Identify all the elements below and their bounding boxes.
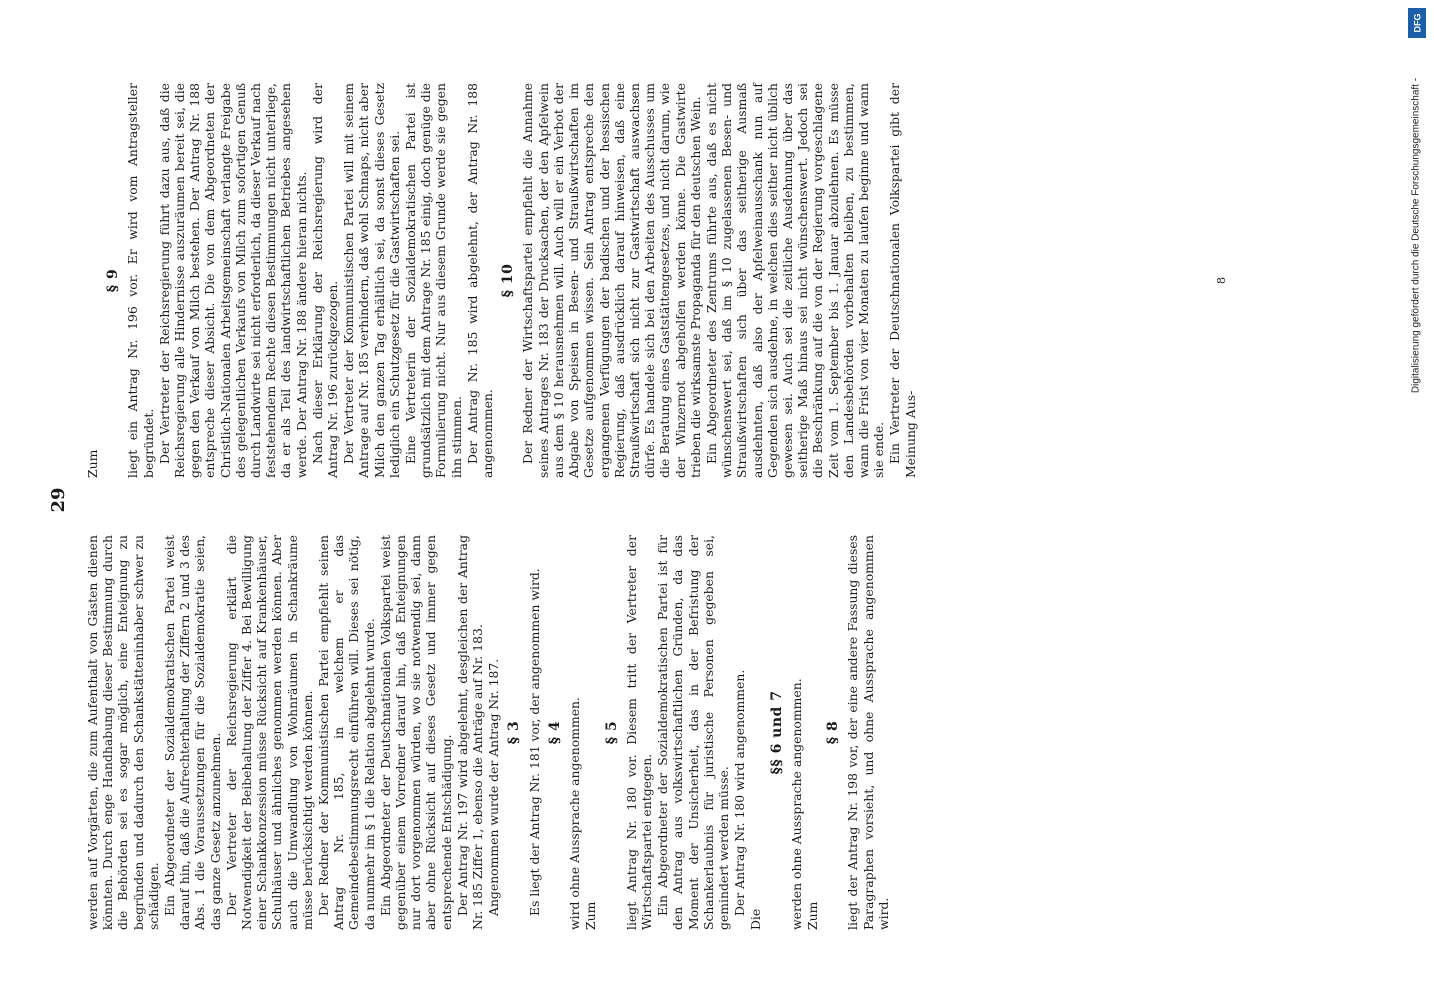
dfg-logo-text: DFG bbox=[1412, 13, 1422, 33]
section-heading: § 9 bbox=[105, 268, 122, 293]
rotated-page bbox=[30, 60, 1250, 940]
paragraph: werden auf Vorgärten, die zum Aufenthalt von Gästen dienen könnten. Durch enge Handhabung dieser Bestimmung durch die Behörden sei es sogar möglich, eine Enteignung zu begründen und dadurch den Schankstätteninhaber schwer zu schädigen. bbox=[85, 535, 161, 930]
digitization-sidebar bbox=[1404, 0, 1430, 1000]
paragraph: liegt ein Antrag Nr. 196 vor. Er wird vom Antragsteller begründet. bbox=[125, 83, 156, 478]
section-heading: § 5 bbox=[603, 720, 620, 745]
paragraph: werden ohne Aussprache angenommen. bbox=[788, 678, 804, 930]
footer-number: 8 bbox=[1215, 277, 1228, 284]
paragraph: liegt Antrag Nr. 180 vor. Diesem tritt der Vertreter der Wirtschaftspartei entgegen. bbox=[623, 535, 654, 930]
paragraph: Es liegt der Antrag Nr. 181 vor, der angenommen wird. bbox=[526, 568, 542, 916]
paragraph: Der Antrag Nr. 185 wird abgelehnt, der Antrag Nr. 188 angenommen. bbox=[464, 83, 496, 478]
section-heading: §§ 6 und 7 bbox=[768, 690, 785, 775]
section-lead-word: Zum bbox=[804, 901, 820, 930]
left-column bbox=[85, 535, 892, 930]
paragraph: Der Redner der Kommunistischen Partei empfiehlt seinen Antrag Nr. 185, in welchem er das Gemeindebestimmungsrecht einführen will. Dieses sei nötig, da nunmehr im § 1 die Relation abgelehnt wurde. bbox=[316, 535, 377, 930]
paragraph: Der Vertreter der Kommunistischen Partei will mit seinem Antrage auf Nr. 185 verhindern, daß wohl Schnaps, nicht aber Milch den ganzen Tag erhältlich sei, da sonst dieses Gesetz lediglich ein Schutzgesetz für die Gastwirtschaften sei. bbox=[341, 83, 402, 478]
paragraph: Der Vertreter der Reichsregierung führt dazu aus, daß die Reichsregierung alle Hindernisse auszuräumen bereit sei, die gegen den Verkauf von Milch bestehen. Der Antrag Nr. 188 entspreche dieser Absicht. Die von dem Abgeordneten der Christlich-Nationalen Arbeitsgemeinschaft verlangte Freigabe des gelegentlichen Verkaufs von Milch zum sofortigen Genuß durch Landwirte sei nicht erforderlich, da dieser Verkauf nach feststehendem Rechte diesen Bestimmungen nicht unterliege, da er als Teil des landwirtschaftlichen Betriebes angesehen werde. Der Antrag Nr. 188 ändere hieran nichts. bbox=[156, 83, 309, 478]
dfg-logo bbox=[1408, 8, 1426, 38]
paragraph: Angenommen wurde der Antrag Nr. 187. bbox=[486, 658, 502, 916]
section-lead-word: Die bbox=[748, 908, 764, 930]
paragraph: wird ohne Aussprache angenommen. bbox=[567, 697, 583, 930]
paragraph: Der Antrag Nr. 197 wird abgelehnt, desgleichen der Antrag Nr. 185 Ziffer 1, ebenso die Anträge auf Nr. 183. bbox=[454, 535, 486, 930]
paragraph: liegt der Antrag Nr. 198 vor, der eine andere Fassung dieses Paragraphen vorsieht, und ohne Aussprache angenommen wird. bbox=[845, 535, 891, 930]
paragraph: Ein Abgeordneter der Sozialdemokratischen Partei ist für den Antrag aus volkswirtschaftlichen Gründen, da das Moment der Unsicherheit, das in der Befristung der Schankerlaubnis für juristische Personen gegeben sei, gemindert werden müsse. bbox=[655, 535, 731, 930]
paragraph: Der Redner der Wirtschaftspartei empfiehlt die Annahme seines Antrages Nr. 183 der Drucksachen, der den Apfelwein aus dem § 10 herausnehmen will. Auch will er ein Verbot der Abgabe von Speisen in Besen- und Straußwirtschaften im Gesetze aufgenommen wissen. Sein Antrag entspreche den ergangenen Verfügungen der badischen und der hessischen Regierung, daß ausdrücklich darauf hinweisen, daß eine Straußwirtschaft sich nicht zur Gastwirtschaft auswachsen dürfe. Es handele sich bei den Arbeiten des Ausschusses um die Beratung eines Gaststättengesetzes, und nicht darum, wie der Winzernot abgeholfen werden könne. Die Gastwirte trieben die wirksamste Propaganda für den deutschen Wein. bbox=[520, 83, 703, 478]
section-lead-word: Zum bbox=[583, 901, 599, 930]
section-lead-word: Zum bbox=[85, 449, 100, 478]
paragraph: Ein Abgeordneter des Zentrums führte aus, daß es nicht wünschenswert sei, daß im § 10 zugelassenen Besen- und Straußwirtschaften sich über das seitherige Ausmaß ausdehnten, daß also der Apfelweinausschank nun auf Gegenden sich ausdehne, in welchen dies seither nicht üblich gewesen sei. Auch sei die zeitliche Ausdehnung über das seitherige Maß hinaus sei nicht wünschenswert. Jedoch sei die Beschränkung auf die von der Regierung vorgeschlagene Zeit vom 1. September bis 1. Januar abzulehnen. Es müsse den Landesbehörden vorbehalten bleiben, zu bestimmen, wann die Frist von vier Monaten zu laufen beginne und wann sie ende. bbox=[703, 83, 887, 478]
paragraph: Der Antrag Nr. 180 wird angenommen. bbox=[732, 669, 748, 916]
right-column bbox=[85, 83, 919, 478]
paragraph: Ein Abgeordneter der Sozialdemokratischen Partei weist darauf hin, daß die Aufrechterhaltung der Ziffern 2 und 3 des Abs. 1 die Voraussetzungen für die Sozialdemokratie seien, das ganze Gesetz anzunehmen. bbox=[162, 535, 223, 930]
section-heading: § 8 bbox=[825, 720, 842, 745]
section-heading: § 10 bbox=[500, 263, 517, 298]
section-heading: § 3 bbox=[506, 720, 523, 745]
paragraph: Eine Vertreterin der Sozialdemokratischen Partei ist grundsätzlich mit dem Antrage Nr. 185 einig, doch genüge die Formulierung nicht. Nur aus diesem Grunde werde sie gegen ihn stimmen. bbox=[403, 83, 464, 478]
digitization-credit: Digitalisierung gefördert durch die Deutsche Forschungsgemeinschaft - bbox=[1410, 77, 1422, 394]
paragraph: Ein Vertreter der Deutschnationalen Volkspartei gibt der Meinung Aus- bbox=[887, 83, 918, 478]
page-number: 29 bbox=[48, 487, 69, 513]
paragraph: Nach dieser Erklärung der Reichsregierung wird der Antrag Nr. 196 zurückgezogen. bbox=[309, 83, 341, 478]
paragraph: Ein Abgeordneter der Deutschnationalen Volkspartei weist gegenüber einem Vorredner darauf hin, daß Enteignungen nur dort vorgenommen würden, wo sie notwendig sei, dann aber ohne Rücksicht auf dieses Gesetz und immer gegen entsprechende Entschädigung. bbox=[377, 535, 454, 930]
section-heading: § 4 bbox=[546, 720, 563, 745]
paragraph: Der Vertreter der Reichsregierung erklärt die Notwendigkeit der Beibehaltung der Ziffer 4. Bei Bewilligung einer Schankkonzession müsse Rücksicht auf Krankenhäuser, Schulhäuser und ähnliches genommen werden können. Aber auch die Umwandlung von Wohnräumen in Schankräume müsse berücksichtigt werden können. bbox=[223, 535, 315, 930]
